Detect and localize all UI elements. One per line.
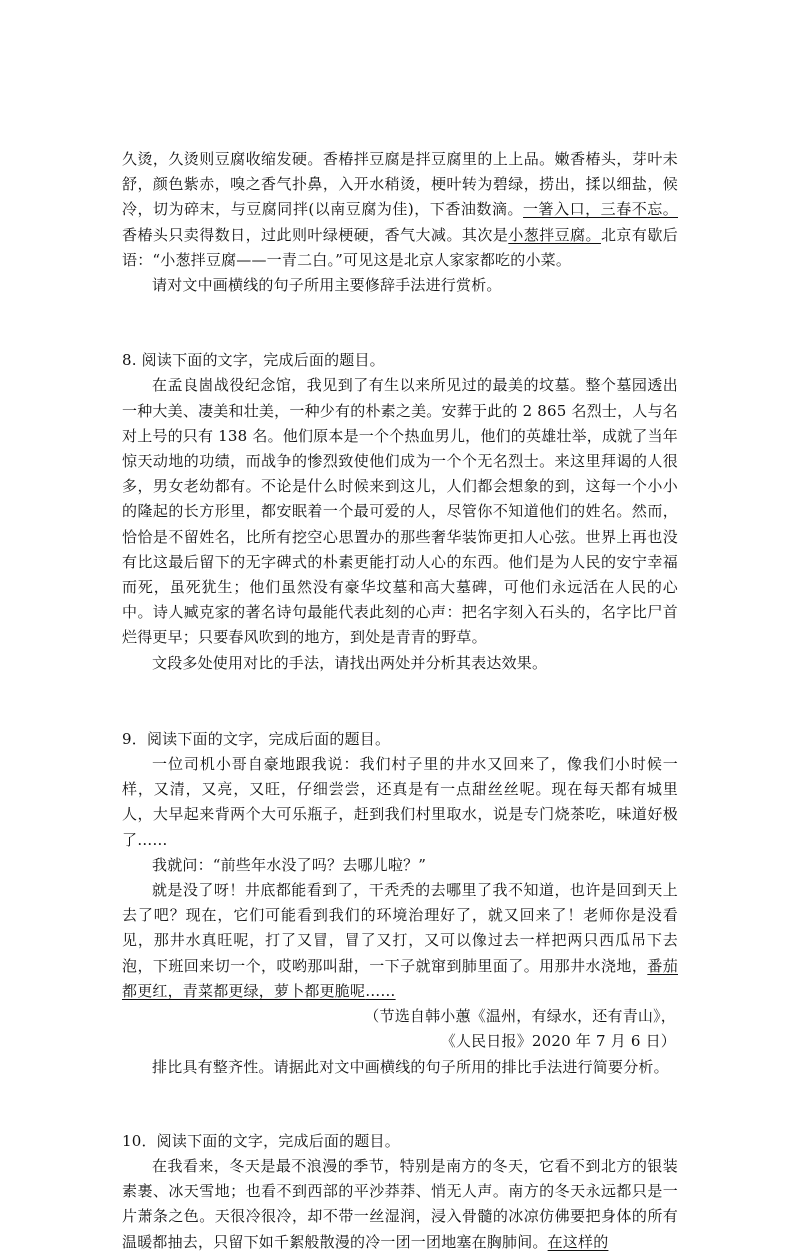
q9-paragraph-2: 我就问：“前些年水没了吗？去哪儿啦？” bbox=[152, 855, 427, 874]
q7-passage bbox=[122, 147, 678, 273]
q7-prompt: 请对文中画横线的句子所用主要修辞手法进行赏析。 bbox=[152, 276, 502, 295]
q9-underlined-ellipsis: …… bbox=[365, 981, 396, 1000]
q9-paragraph-1: 一位司机小哥自豪地跟我说：我们村子里的井水又回来了，像我们小时候一样，又清，又亮，又旺，仔细尝尝，还真是有一点甜丝丝呢。现在每天都有城里人，大早起来背两个大可乐瓶子，赶到我们村里取水，说是专门烧茶吃，味道好极了…… bbox=[122, 755, 678, 849]
q7-text-2: 香椿头只卖得数日，过此则叶绿梗硬，香气大减。其次是 bbox=[122, 225, 509, 244]
q8-prompt: 文段多处使用对比的手法，请找出两处并分析其表达效果。 bbox=[152, 653, 548, 672]
q9-paragraph-3 bbox=[122, 878, 678, 1004]
q8-title: 8. 阅读下面的文字，完成后面的题目。 bbox=[122, 351, 385, 370]
q7-text-1: 久烫，久烫则豆腐收缩发硬。香椿拌豆腐是拌豆腐里的上上品。嫩香椿头，芽叶未舒，颜色紫赤，嗅之香气扑鼻，入开水稍烫，梗叶转为碧绿，捞出，揉以细盐，候冷，切为碎末，与豆腐同拌(以南豆腐为佳)，下香油数滴。 bbox=[122, 150, 678, 219]
q7-text-3: 北京有歇后语：“小葱拌豆腐——一青二白。”可见这是北京人家家都吃的小菜。 bbox=[122, 225, 678, 269]
q9-source-line-2: 《人民日报》2020 年 7 月 6 日） bbox=[440, 1032, 676, 1051]
spacer bbox=[122, 676, 678, 727]
q10-text: 在我看来，冬天是最不浪漫的季节，特别是南方的冬天，它看不到北方的银装素裹、冰天雪地；也看不到西部的平沙莽莽、悄无人声。南方的冬天永远都只是一片萧条之色。天很冷很冷，却不带一丝湿润，浸入骨髓的冰凉仿佛要把身体的所有温暖都抽去，只留下如千絮般散漫的冷一团一团地塞在胸肺间。 bbox=[122, 1156, 678, 1251]
q9-text: 就是没了呀！井底都能看到了，干秃秃的去哪里了我不知道，也许是回到天上去了吧？现在，它们可能看到我们的环境治理好了，就又回来了！老师你是没看见，那井水真旺呢，打了又冒，冒了又打，又可以像过去一样把两只西瓜吊下去泡，下班回来切一个，哎哟那叫甜，一下子就窜到肺里面了。用那井水浇地， bbox=[122, 881, 678, 975]
q9-source-line-1: （节选自韩小蕙《温州，有绿水，还有青山》， bbox=[364, 1007, 676, 1026]
q9-title: 9．阅读下面的文字，完成后面的题目。 bbox=[122, 729, 391, 748]
q10-underlined-text: 在这样的 bbox=[547, 1232, 609, 1251]
q7-underlined-sentence: 一箸入口，三春不忘。 bbox=[523, 200, 678, 219]
q7-underlined-phrase: 小葱拌豆腐。 bbox=[508, 225, 601, 244]
q10-title: 10．阅读下面的文字，完成后面的题目。 bbox=[122, 1131, 400, 1150]
q9-prompt: 排比具有整齐性。请据此对文中画横线的句子所用的排比手法进行简要分析。 bbox=[152, 1057, 669, 1076]
q9-underlined-sentence: 番茄都更红，青菜都更绿，萝卜都更脆呢 bbox=[122, 956, 678, 1000]
spacer bbox=[122, 298, 678, 348]
document-page bbox=[122, 147, 678, 1255]
q10-passage bbox=[122, 1154, 678, 1255]
q9-source bbox=[122, 1004, 678, 1054]
spacer bbox=[122, 1080, 678, 1129]
q8-passage: 在孟良崮战役纪念馆，我见到了有生以来所见过的最美的坟墓。整个墓园透出一种大美、凄美和壮美，一种少有的朴素之美。安葬于此的 2 865 名烈士，人与名对上号的只有 138 名。他们原本是一个个热血男儿，他们的英雄壮举，成就了当年惊天动地的功绩，而战争的惨烈致使他们成为一个个无名烈士。来这里拜谒的人很多，男女老幼都有。不论是什么时候来到这儿，人们都会想象的到，这每一个小小的隆起的长方形里，都安眠着一个最可爱的人，尽管你不知道他们的姓名。然而，恰恰是不留姓名，比所有挖空心思置办的那些奢华装饰更扣人心弦。世界上再也没有比这最后留下的无字碑式的朴素更能打动人心的东西。他们是为人民的安宁幸福而死，虽死犹生；他们虽然没有豪华坟墓和高大墓碑，可他们永远活在人民的心中。诗人臧克家的著名诗句最能代表此刻的心声：把名字刻入石头的，名字比尸首烂得更早；只要春风吹到的地方，到处是青青的野草。 bbox=[122, 376, 678, 647]
